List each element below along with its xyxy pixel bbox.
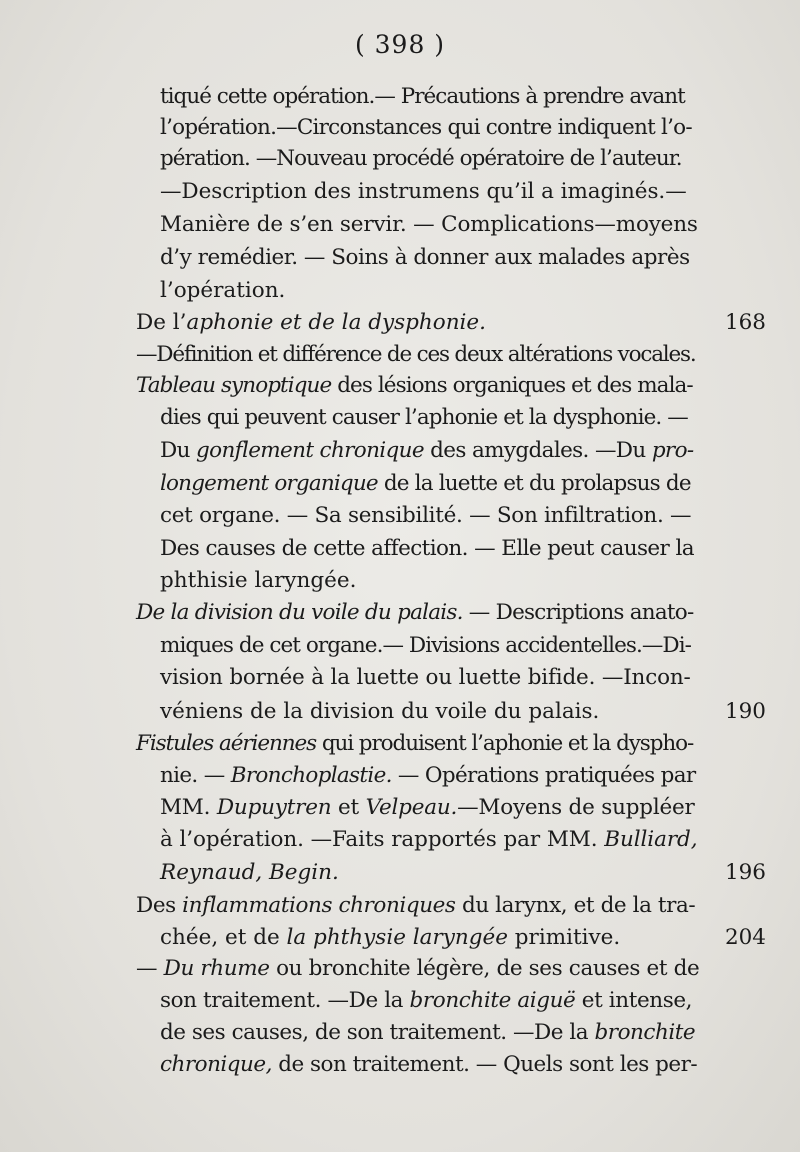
italic-text-segment: Fistules aériennes [136, 731, 317, 756]
text-segment: Des [136, 893, 183, 918]
text-segment: d’y remédier. — Soins à donner aux malades après [160, 245, 690, 270]
italic-text-segment: Bronchoplastie. [230, 763, 392, 788]
text-segment: Du [160, 438, 197, 463]
italic-text-segment: inflammations chroniques [182, 893, 456, 918]
text-line [136, 954, 699, 984]
text-line [160, 858, 339, 888]
text-segment: du larynx, et de la tra- [455, 893, 696, 918]
text-segment: ou bronchite légère, de ses causes et de [269, 956, 700, 981]
text-line [136, 891, 695, 921]
text-segment: —Description des instrumens qu’il a imaginés.— [160, 179, 687, 204]
italic-text-segment: aphonie et de la dysphonie. [186, 310, 486, 335]
text-line [160, 663, 691, 693]
text-segment: De l’ [136, 310, 187, 335]
text-segment: miques de cet organe.— Divisions accidentelles.—Di- [160, 633, 691, 658]
text-segment: vision bornée à la luette ou luette bifide. —Incon- [160, 665, 691, 690]
text-segment: Manière de s’en servir. — Complications—moyens [160, 212, 698, 237]
italic-text-segment: Bulliard, [604, 827, 698, 852]
text-line [160, 210, 698, 240]
text-segment: de ses causes, de son traitement. —De la [160, 1020, 595, 1045]
text-segment: primitive. [507, 925, 621, 950]
text-line [160, 469, 691, 499]
text-segment: cet organe. — Sa sensibilité. — Son infiltration. — [160, 503, 692, 528]
text-segment: pération. —Nouveau procédé opératoire de l’auteur. [160, 146, 682, 171]
text-segment: à l’opération. —Faits rapportés par MM. [160, 827, 605, 852]
text-line [160, 501, 691, 531]
italic-text-segment: bronchite [594, 1020, 696, 1045]
text-line [160, 793, 695, 823]
text-line [160, 113, 692, 143]
text-line [160, 631, 691, 661]
text-segment: MM. [160, 795, 217, 820]
text-segment: — [136, 956, 164, 981]
text-line [160, 82, 685, 112]
text-line [160, 566, 356, 596]
text-line [160, 923, 620, 953]
italic-text-segment: De la division du voile du palais. [136, 600, 463, 625]
text-segment: véniens de la division du voile du palais. [160, 699, 600, 724]
text-segment: l’opération.—Circonstances qui contre indiquent l’o- [160, 115, 692, 140]
text-segment: chée, et de [160, 925, 287, 950]
italic-text-segment: la phthysie laryngée [286, 925, 508, 950]
text-line [160, 243, 690, 273]
text-segment: — Opérations pratiquées par [391, 763, 696, 788]
text-line [136, 598, 693, 628]
text-segment: nie. — [160, 763, 231, 788]
page-reference: 168 [724, 310, 766, 335]
text-line [136, 371, 693, 401]
text-line [160, 986, 692, 1016]
text-line [160, 144, 682, 174]
text-segment: —Définition et différence de ces deux altérations vocales. [136, 342, 696, 367]
text-line [160, 534, 694, 564]
text-line [160, 436, 694, 466]
page-number: ( 398 ) [354, 30, 446, 59]
text-segment: des lésions organiques et des mala- [331, 373, 693, 398]
text-line [160, 276, 285, 306]
italic-text-segment: Tableau synoptique [136, 373, 332, 398]
text-line [136, 308, 486, 338]
text-segment: l’opération. [160, 278, 286, 303]
text-segment: de la luette et du prolapsus de [377, 471, 691, 496]
italic-text-segment: Reynaud, Begin. [160, 860, 339, 885]
italic-text-segment: Du rhume [163, 956, 270, 981]
text-segment: et [331, 795, 366, 820]
italic-text-segment: Dupuytren [216, 795, 332, 820]
text-line [160, 825, 697, 855]
text-line [136, 729, 693, 759]
text-line [160, 761, 695, 791]
text-segment: Des causes de cette affection. — Elle peut causer la [160, 536, 694, 561]
italic-text-segment: longement organique [160, 471, 378, 496]
text-segment: dies qui peuvent causer l’aphonie et la dysphonie. — [160, 405, 688, 430]
text-segment: de son traitement. — Quels sont les per- [271, 1052, 698, 1077]
text-segment: des amygdales. —Du [423, 438, 652, 463]
italic-text-segment: gonflement chronique [196, 438, 424, 463]
text-segment: — Descriptions anato- [462, 600, 694, 625]
text-segment: phthisie laryngée. [160, 568, 357, 593]
text-line [160, 403, 688, 433]
page-reference: 196 [724, 860, 766, 885]
italic-text-segment: bronchite aiguë [409, 988, 576, 1013]
page-reference: 204 [724, 925, 766, 950]
text-line [160, 177, 687, 207]
text-segment: et intense, [575, 988, 693, 1013]
text-line [160, 1050, 697, 1080]
italic-text-segment: Velpeau. [365, 795, 458, 820]
text-segment: —Moyens de suppléer [457, 795, 695, 820]
text-line [160, 1018, 695, 1048]
italic-text-segment: pro- [651, 438, 694, 463]
text-segment: son traitement. —De la [160, 988, 410, 1013]
text-line [136, 340, 695, 370]
italic-text-segment: chronique, [160, 1052, 272, 1077]
page-reference: 190 [724, 699, 766, 724]
text-line [160, 697, 599, 727]
text-segment: tiqué cette opération.— Précautions à prendre avant [160, 84, 685, 109]
text-segment: qui produisent l’aphonie et la dyspho- [316, 731, 694, 756]
